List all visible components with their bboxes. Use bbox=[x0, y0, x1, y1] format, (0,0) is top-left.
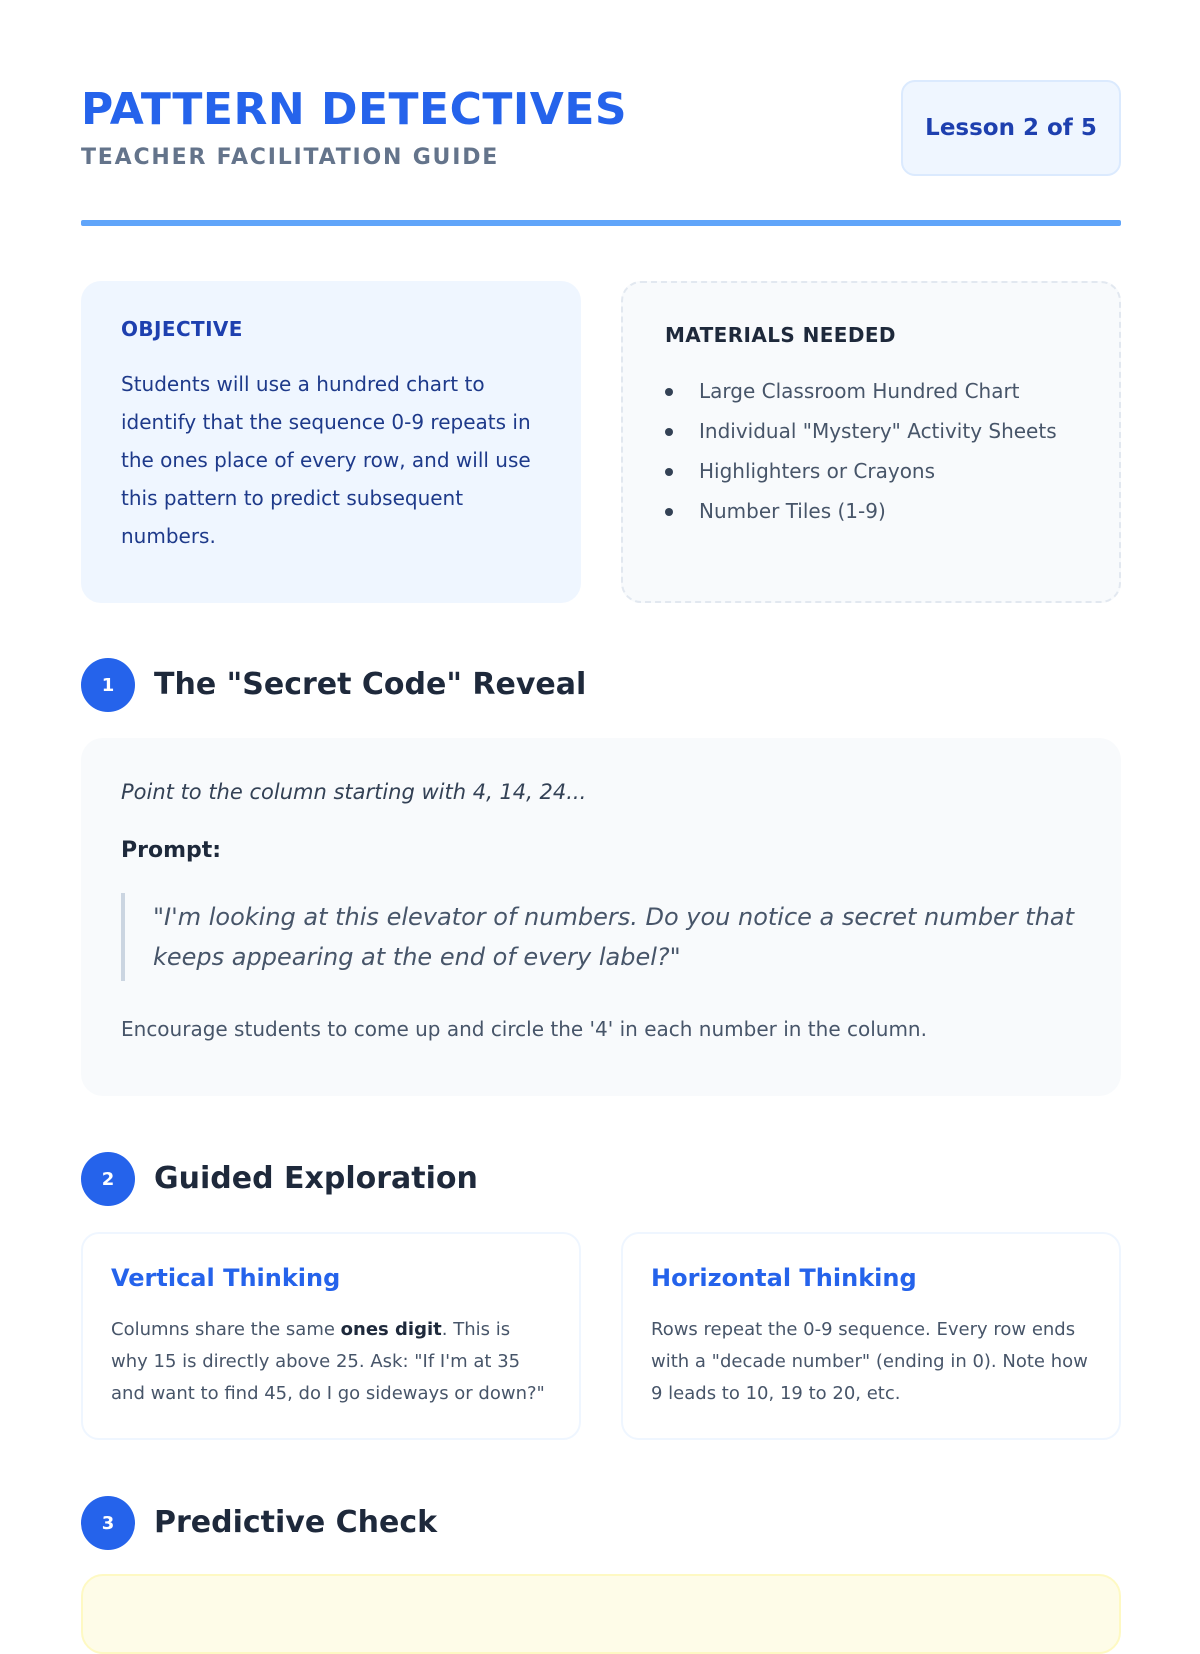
prompt-label: Prompt: bbox=[121, 838, 222, 863]
objective-box bbox=[81, 281, 581, 603]
section-3-header bbox=[81, 1496, 1121, 1550]
prompt-quote: "I'm looking at this elevator of numbers. Do you notice a secret number that keeps appearing at the end of every label?" bbox=[121, 893, 1081, 981]
page-title: PATTERN DETECTIVES bbox=[81, 84, 628, 135]
page-subtitle: TEACHER FACILITATION GUIDE bbox=[81, 145, 500, 170]
lesson-badge: Lesson 2 of 5 bbox=[901, 80, 1121, 176]
teacher-instruction: Point to the column starting with 4, 14, 24... bbox=[121, 780, 587, 804]
materials-heading: MATERIALS NEEDED bbox=[665, 323, 896, 347]
card-text: Rows repeat the 0-9 sequence. Every row ends with a "decade number" (ending in 0). Note how 9 leads to 10, 19 to 20, etc. bbox=[651, 1319, 1088, 1404]
horizontal-thinking-card bbox=[621, 1232, 1121, 1440]
section-title: Guided Exploration bbox=[154, 1161, 478, 1196]
materials-list bbox=[665, 371, 1077, 531]
header-divider bbox=[81, 220, 1121, 226]
materials-item: Highlighters or Crayons bbox=[665, 451, 1077, 491]
emphasis-text: ones digit bbox=[340, 1319, 442, 1340]
step-number-badge: 2 bbox=[81, 1152, 135, 1206]
encourage-text: Encourage students to come up and circle the '4' in each number in the column. bbox=[121, 1017, 927, 1041]
materials-item: Individual "Mystery" Activity Sheets bbox=[665, 411, 1077, 451]
materials-item: Number Tiles (1-9) bbox=[665, 491, 1077, 531]
vertical-thinking-card bbox=[81, 1232, 581, 1440]
objective-text: Students will use a hundred chart to identify that the sequence 0-9 repeats in the ones place of every row, and will use this pattern to predict subsequent numbers. bbox=[121, 372, 531, 548]
section-3-card bbox=[81, 1574, 1121, 1654]
section-title: Predictive Check bbox=[154, 1505, 438, 1540]
objective-heading: OBJECTIVE bbox=[121, 317, 243, 341]
card-title: Horizontal Thinking bbox=[651, 1264, 917, 1292]
page-header bbox=[81, 80, 1121, 190]
step-number-badge: 1 bbox=[81, 658, 135, 712]
section-1-header bbox=[81, 658, 1121, 712]
section-2-header bbox=[81, 1152, 1121, 1206]
step-number-badge: 3 bbox=[81, 1496, 135, 1550]
card-title: Vertical Thinking bbox=[111, 1264, 341, 1292]
materials-box bbox=[621, 281, 1121, 603]
section-title: The "Secret Code" Reveal bbox=[154, 667, 587, 702]
materials-item: Large Classroom Hundred Chart bbox=[665, 371, 1077, 411]
section-1-card bbox=[81, 738, 1121, 1096]
card-text: Columns share the same ones digit. This is why 15 is directly above 25. Ask: "If I'm at 35 and want to find 45, do I go sideways or down?" bbox=[111, 1319, 545, 1404]
